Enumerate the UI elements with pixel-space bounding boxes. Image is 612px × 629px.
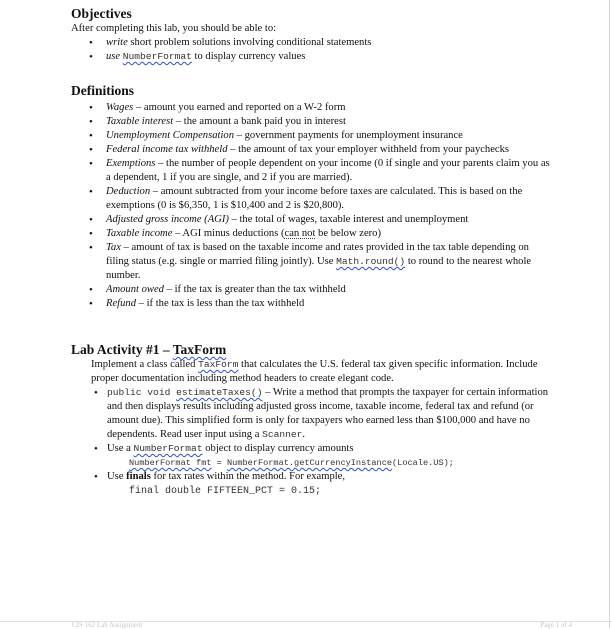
definition-term: Taxable interest <box>106 116 174 127</box>
definition-text: – if the tax is greater than the tax withheld <box>163 284 346 295</box>
definition-text: to round to the nearest whole number. <box>106 256 532 281</box>
lab-item-text: Use <box>107 471 127 482</box>
definition-item <box>71 283 551 297</box>
definition-text: – amount you earned and reported on a W-2 form <box>133 102 346 113</box>
definition-item <box>71 213 551 227</box>
objective-item <box>71 36 551 50</box>
lab-heading-prefix: Lab Activity #1 – <box>71 342 173 357</box>
lab-list <box>91 386 551 498</box>
definition-text: – the total of wages, taxable interest and unemployment <box>228 214 469 225</box>
code-scanner: Scanner <box>262 429 303 440</box>
code-numberformat: NumberFormat <box>122 51 192 62</box>
definition-text: – the amount a bank paid you in interest <box>173 116 346 127</box>
lab-activity-body <box>71 358 551 498</box>
definition-text: be below zero) <box>315 228 381 239</box>
definitions-list <box>71 101 551 311</box>
code-fragment: final double FIFTEEN_PCT = 0.15; <box>129 486 322 497</box>
definition-term: Amount owed <box>106 284 164 295</box>
lab-activity-section <box>71 342 551 498</box>
definition-term: Taxable income <box>106 228 173 239</box>
code-numberformat: NumberFormat <box>133 443 203 454</box>
footer-right: Page 1 of 4 <box>540 621 572 629</box>
lab-activity-heading <box>71 342 551 358</box>
lab-intro-text: Implement a class called <box>91 359 199 370</box>
definition-item <box>71 101 551 115</box>
definition-term: Unemployment Compensation <box>106 130 234 141</box>
definition-text: – the number of people dependent on your income (0 if single and your parents claim you as a dependent, 1 if you are single, and 2 if you are married). <box>106 158 550 183</box>
code-fragment: (Locale.US); <box>392 458 454 468</box>
definitions-section <box>71 83 551 311</box>
code-fragment: = <box>211 458 227 468</box>
lab-intro <box>91 358 551 386</box>
definition-item <box>71 115 551 129</box>
definition-term: Wages <box>106 102 134 113</box>
lab-heading-classname: TaxForm <box>172 342 227 357</box>
objective-lead: write <box>106 37 128 48</box>
lab-item-bold: finals <box>126 471 151 482</box>
can-not-text: can not <box>284 228 316 239</box>
definition-item <box>71 129 551 143</box>
objectives-list <box>71 36 551 64</box>
definition-term: Deduction <box>106 186 151 197</box>
definition-term: Adjusted gross income (AGI) <box>106 214 229 225</box>
lab-item-estimate-taxes <box>91 386 551 442</box>
objective-text: to display currency values <box>191 51 306 62</box>
lab-item-text: – Write a method that prompts the taxpayer for certain information and then displays results including adjusted gross income, taxable income, federal tax and refund (or amount due). This simplified form is only for taxpayers who earned less than $100,000 and have no dependents. Read user input using a <box>107 387 549 440</box>
lab-item-text: Use a <box>107 443 134 454</box>
lab-item-finals <box>91 470 551 498</box>
definition-text: – if the tax is less than the tax withheld <box>136 298 305 309</box>
lab-item-numberformat <box>91 442 551 470</box>
code-line-numberformat <box>107 456 551 470</box>
definition-text: – government payments for unemployment insurance <box>234 130 463 141</box>
definition-item <box>71 241 551 283</box>
definition-term: Refund <box>106 298 137 309</box>
footer-left: CIS 162 Lab Assignment <box>72 621 143 629</box>
objective-text: short problem solutions involving conditional statements <box>127 37 372 48</box>
definition-text: – amount of tax is based on the taxable income and rates provided in the tax table depending on filing status (e.g. single or married filing jointly). Use <box>106 242 529 267</box>
code-fragment: NumberFormat fmt <box>129 458 212 468</box>
definition-term: Federal income tax withheld <box>106 144 228 155</box>
definition-item <box>71 143 551 157</box>
definition-term: Tax <box>106 242 121 253</box>
code-line-final-double <box>107 484 551 498</box>
lab-item-text: . <box>302 429 306 440</box>
code-math-round: Math.round() <box>336 256 406 267</box>
code-estimate-taxes: estimateTaxes() <box>176 387 263 398</box>
definition-term: Exemptions <box>106 158 156 169</box>
lab-intro-text: that calculates the U.S. federal tax given specific information. Include proper documentation including method headers to create elegant code. <box>91 359 538 384</box>
code-fragment: NumberFormat.getCurrencyInstance <box>227 458 393 468</box>
lab-item-text: for tax rates within the method. For example, <box>150 471 346 482</box>
definition-text: – amount subtracted from your income before taxes are calculated. This is based on the exemptions (0 is $6,350, 1 is $10,400 and 2 is $20,800). <box>106 186 523 211</box>
objective-lead: use <box>106 51 121 62</box>
definition-text: – the amount of tax your employer withheld from your paychecks <box>227 144 510 155</box>
objectives-heading: Objectives <box>71 6 132 21</box>
definition-text: – AGI minus deductions ( <box>172 228 285 239</box>
objectives-intro: After completing this lab, you should be able to: <box>71 23 277 34</box>
definition-item <box>71 157 551 185</box>
code-taxform: TaxForm <box>198 359 239 370</box>
code-public-void: public void <box>107 387 177 398</box>
objective-item <box>71 50 551 64</box>
definition-item <box>71 185 551 213</box>
page-edge <box>609 0 610 628</box>
lab-item-text: object to display currency amounts <box>202 443 354 454</box>
definitions-heading: Definitions <box>71 83 135 98</box>
definition-item <box>71 227 551 241</box>
definition-item <box>71 297 551 311</box>
objectives-section <box>71 6 551 64</box>
